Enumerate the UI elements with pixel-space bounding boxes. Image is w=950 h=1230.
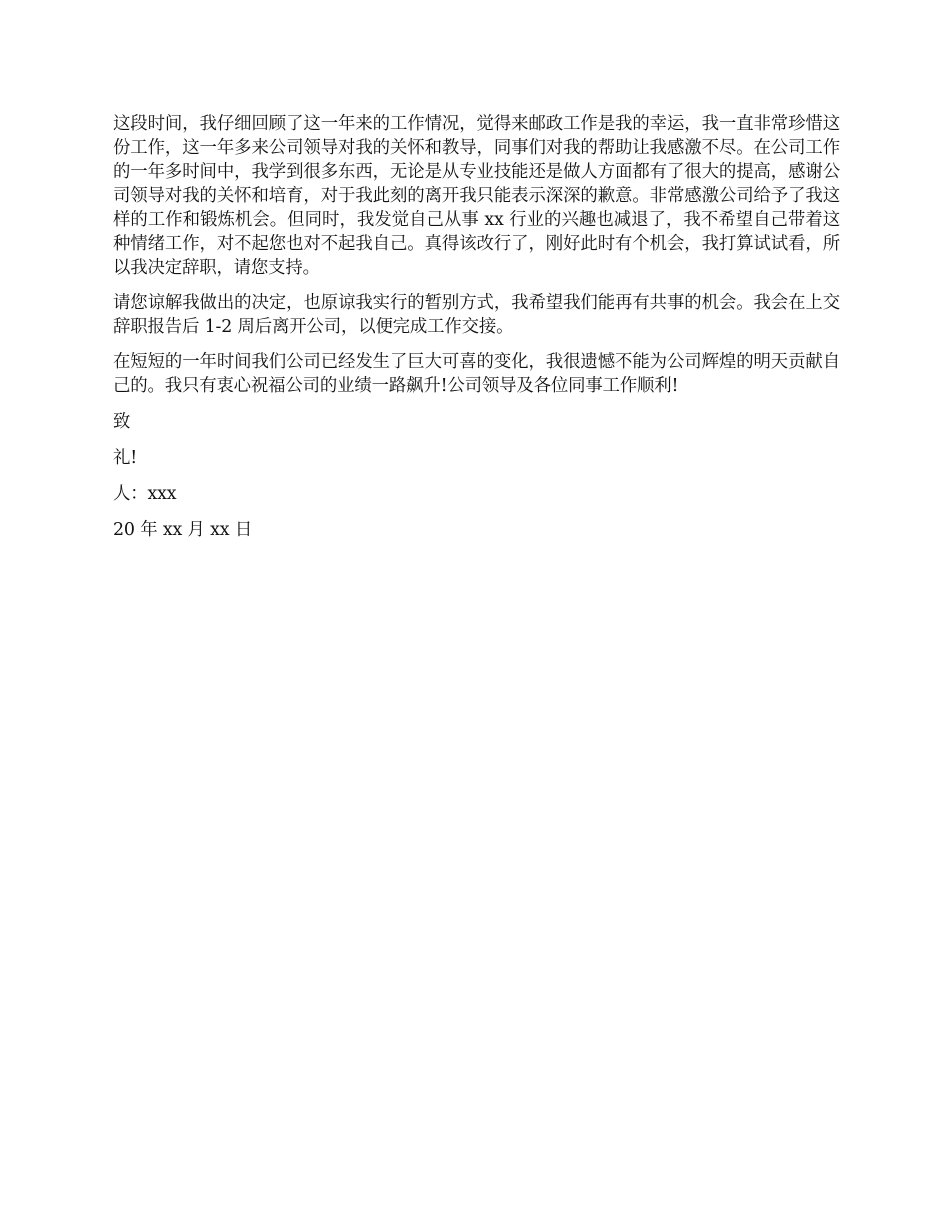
signature-line: 人：xxx: [113, 484, 177, 504]
paragraph-2: 请您谅解我做出的决定，也原谅我实行的暂别方式，我希望我们能再有共事的机会。我会在上交辞职报告后 1-2 周后离开公司，以便完成工作交接。: [113, 293, 840, 337]
closing-salutation: 致: [113, 412, 131, 432]
letter-body: [113, 112, 840, 554]
closing-regards: 礼!: [113, 448, 138, 468]
paragraph-1: 这段时间，我仔细回顾了这一年来的工作情况，觉得来邮政工作是我的幸运，我一直非常珍惜这份工作，这一年多来公司领导对我的关怀和教导，同事们对我的帮助让我感激不尽。在公司工作的一年多时间中，我学到很多东西，无论是从专业技能还是做人方面都有了很大的提高，感谢公司领导对我的关怀和培育，对于我此刻的离开我只能表示深深的歉意。非常感激公司给予了我这样的工作和锻炼机会。但同时，我发觉自己从事 xx 行业的兴趣也减退了，我不希望自己带着这种情绪工作，对不起您也对不起我自己。真得该改行了，刚好此时有个机会，我打算试试看，所以我决定辞职，请您支持。: [113, 114, 840, 278]
date-line: 20 年 xx 月 xx 日: [113, 520, 253, 540]
paragraph-3: 在短短的一年时间我们公司已经发生了巨大可喜的变化，我很遗憾不能为公司辉煌的明天贡献自己的。我只有衷心祝福公司的业绩一路飙升!公司领导及各位同事工作顺利!: [113, 352, 840, 396]
